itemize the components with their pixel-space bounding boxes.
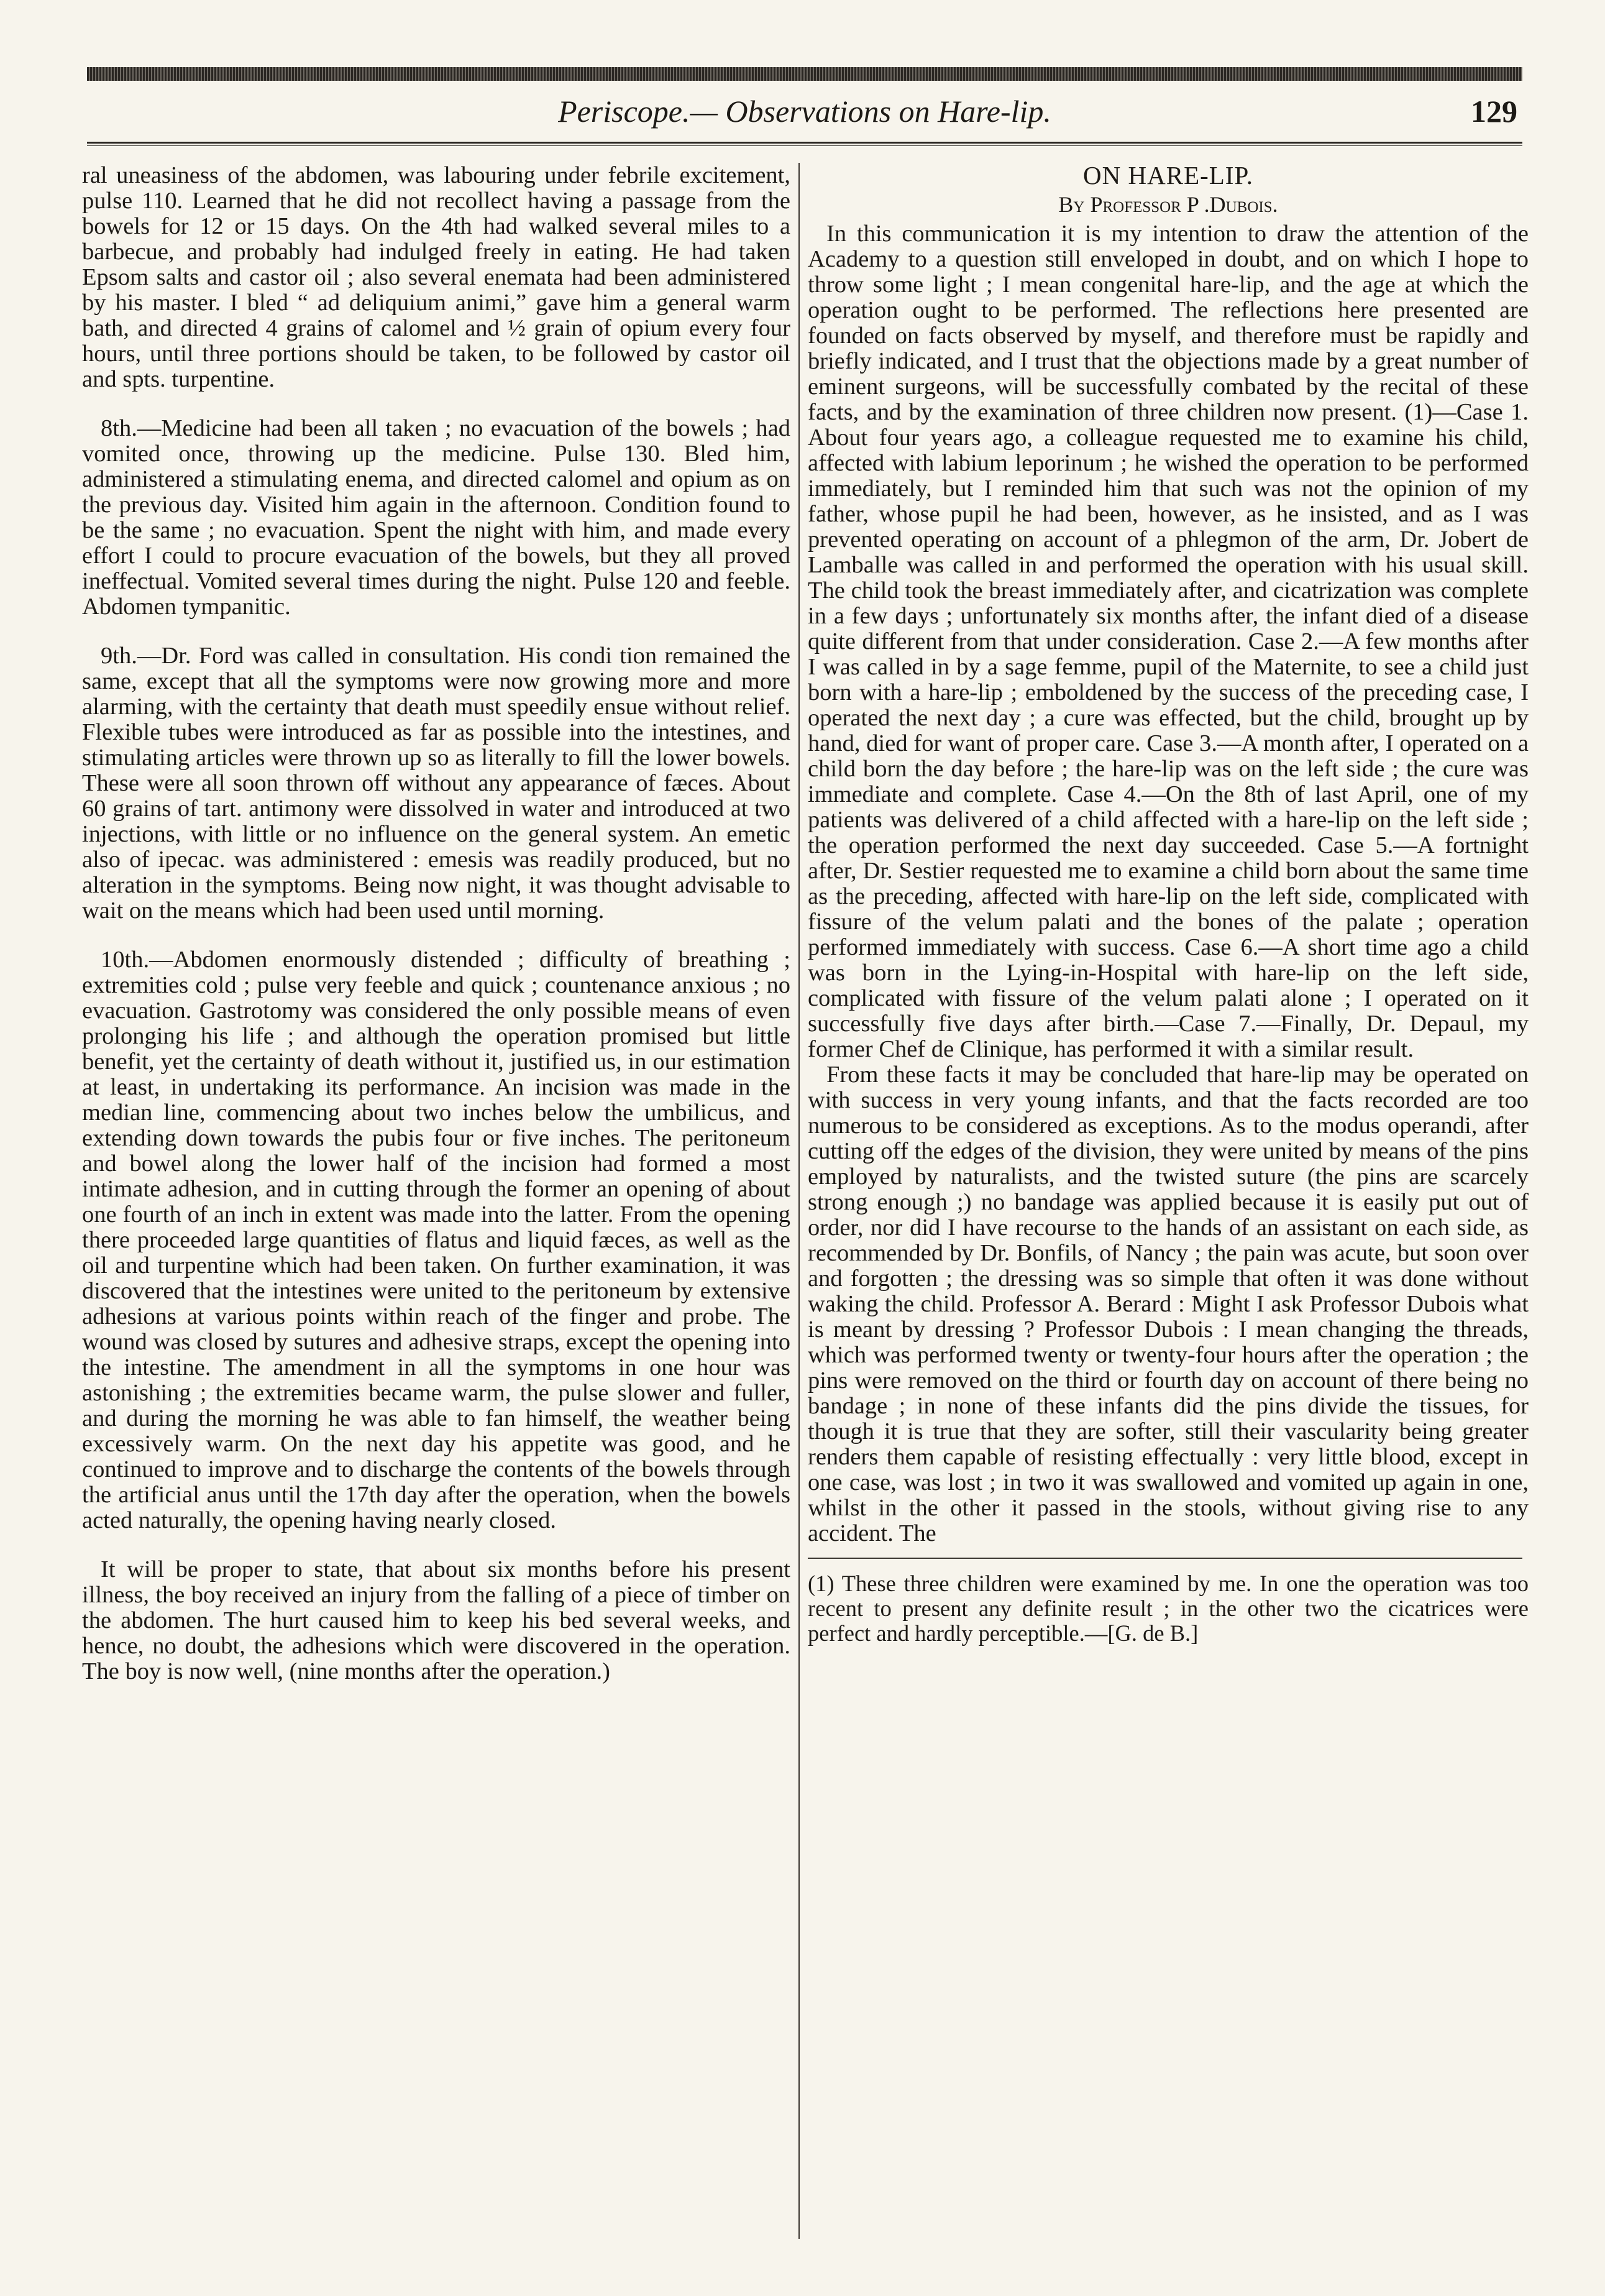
paragraph: In this communication it is my intention to draw the attention of the Academy to a question still enveloped in doubt, and on which I hope to throw some light ; I mean congenital hare-lip, and the age at which the operation ought to be performed. The reflections here presented are founded on facts observed by myself, and therefore must be rapidly and briefly indicated, and I trust that the objections made by a great number of eminent surgeons, will be successfully combated by the recital of these facts, and by the examination of three children now present. (1)—Case 1. About four years ago, a colleague requested me to examine his child, affected with labium leporinum ; he wished the operation to be performed immediately, but I reminded him that such was not the opinion of my father, whose pupil he had been, however, as he insisted, and as I was prevented operating on account of a phlegmon of the arm, Dr. Jobert de Lamballe was called in and performed the operation with his usual skill. The child took the breast immediately after, and cicatrization was complete in a few days ; unfortunately six months after, the infant died of a disease quite different from that under consideration. Case 2.—A few months after I was called in by a sage femme, pupil of the Maternite, to see a child just born with a hare-lip ; emboldened by the success of the preceding case, I operated the next day ; a cure was effected, but the child, brought up by hand, died for want of proper care. Case 3.—A month after, I operated on a child born the day before ; the hare-lip was on the left side ; the cure was immediate and complete. Case 4.—On the 8th of last April, one of my patients was delivered of a child affected with a hare-lip on the left side ; the operation performed the next day succeeded. Case 5.—A fortnight after, Dr. Sestier requested me to examine a child born about the same time as the preceding, affected with hare-lip on the left side, complicated with fissure of the velum palati and the bones of the palate ; operation performed immediately with success. Case 6.—A short time ago a child was born in the Lying-in-Hospital with hare-lip on the left side, complicated with fissure of the velum palati alone ; I operated on it successfully five days after birth.—Case 7.—Finally, Dr. Depaul, my former Chef de Clinique, has performed it with a similar result. bbox=[808, 221, 1529, 1062]
footnote: (1) These three children were examined by me. In one the operation was too recent to present any definite result ; in the other two the cicatrices were perfect and hardly perceptible.—[G. de B.] bbox=[808, 1571, 1529, 1646]
page-header bbox=[87, 92, 1522, 135]
right-column bbox=[808, 163, 1529, 1646]
paragraph: 9th.—Dr. Ford was called in consultation. His condi tion remained the same, except that all the symptoms were now growing more and more alarming, with the certainty that death must speedily ensue without relief. Flexible tubes were introduced as far as possible into the intestines, and stimulating articles were thrown up so as literally to fill the lower bowels. These were all soon thrown off without any appearance of fæces. About 60 grains of tart. antimony were dissolved in water and introduced at two injections, with little or no influence on the general system. An emetic also of ipecac. was administered : emesis was readily produced, but no alteration in the symptoms. Being now night, it was thought advisable to wait on the means which had been used until morning. bbox=[82, 643, 790, 924]
article-title: ON HARE-LIP. bbox=[1083, 161, 1253, 190]
running-title: Periscope.— Observations on Hare-lip. bbox=[558, 94, 1051, 129]
footnote-rule bbox=[808, 1558, 1522, 1559]
paragraph: From these facts it may be concluded that hare-lip may be operated on with success in very young infants, and that the facts recorded are too numerous to be considered as exceptions. As to the modus operandi, after cutting off the edges of the division, they were united by means of the pins employed by naturalists, and the twisted suture (the pins are scarcely strong enough ;) no bandage was applied because it is easily put out of order, nor did I have recourse to the hands of an assistant on each side, as recommended by Dr. Bonfils, of Nancy ; the pain was acute, but soon over and forgotten ; the dressing was so simple that often it was done without waking the child. Professor A. Berard : Might I ask Professor Dubois what is meant by dressing ? Professor Dubois : I mean changing the threads, which was performed twenty or twenty-four hours after the operation ; the pins were removed on the third or fourth day on account of there being no bandage ; in none of these infants did the pins divide the tissues, for though it is true that they are softer, still their vascularity being greater renders them capable of resisting effectually : very little blood, except in one case, was lost ; in two it was swallowed and vomited up again in one, whilst in the other it passed in the stools, without giving rise to any accident. The bbox=[808, 1062, 1529, 1546]
paragraph: 8th.—Medicine had been all taken ; no evacuation of the bowels ; had vomited once, throwing up the medicine. Pulse 130. Bled him, administered a stimulating enema, and directed calomel and opium as on the previous day. Visited him again in the afternoon. Condition found to be the same ; no evacuation. Spent the night with him, and made every effort I could to procure evacuation of the bowels, but they all proved ineffectual. Vomited several times during the night. Pulse 120 and feeble. Abdomen tympanitic. bbox=[82, 415, 790, 620]
top-ornamental-rule bbox=[87, 67, 1522, 81]
paragraph: ral uneasiness of the abdomen, was labouring under febrile excitement, pulse 110. Learned that he did not recollect having a passage from the bowels for 12 or 15 days. On the 4th had walked several miles to a barbecue, and probably had indulged freely in eating. He had taken Epsom salts and castor oil ; also several enemata had been administered by his master. I bled “ ad deliquium animi,” gave him a general warm bath, and directed 4 grains of calomel and ½ grain of opium every four hours, until three portions should be taken, to be followed by castor oil and spts. turpentine. bbox=[82, 162, 790, 392]
article-byline: By Professor P .Dubois. bbox=[1058, 192, 1278, 217]
column-divider bbox=[798, 163, 800, 2239]
header-rule bbox=[87, 142, 1522, 146]
left-column bbox=[82, 163, 790, 1684]
paragraph: It will be proper to state, that about six months before his present illness, the boy received an injury from the falling of a piece of timber on the abdomen. The hurt caused him to keep his bed several weeks, and hence, no doubt, the adhesions which were discovered in the operation. The boy is now well, (nine months after the operation.) bbox=[82, 1556, 790, 1684]
page-number: 129 bbox=[1471, 94, 1517, 129]
paragraph: 10th.—Abdomen enormously distended ; difficulty of breathing ; extremities cold ; pulse very feeble and quick ; countenance anxious ; no evacuation. Gastrotomy was considered the only possible means of even prolonging his life ; and although the operation promised but little benefit, yet the certainty of death without it, justified us, in our estimation at least, in undertaking its performance. An incision was made in the median line, commencing about two inches below the umbilicus, and extending down towards the pubis four or five inches. The peritoneum and bowel along the lower half of the incision had formed a most intimate adhesion, and in cutting through the former an opening of about one fourth of an inch in extent was made into the latter. From the opening there proceeded large quantities of flatus and liquid fæces, as well as the oil and turpentine which had been taken. On further examination, it was discovered that the intestines were united to the peritoneum by extensive adhesions at various points within reach of the finger and probe. The wound was closed by sutures and adhesive straps, except the opening into the intestine. The amendment in all the symptoms in one hour was astonishing ; the extremities became warm, the pulse slower and fuller, and during the morning he was able to fan himself, the weather being excessively warm. On the next day his appetite was good, and he continued to improve and to discharge the contents of the bowels through the artificial anus until the 17th day after the operation, when the bowels acted naturally, the opening having nearly closed. bbox=[82, 947, 790, 1533]
